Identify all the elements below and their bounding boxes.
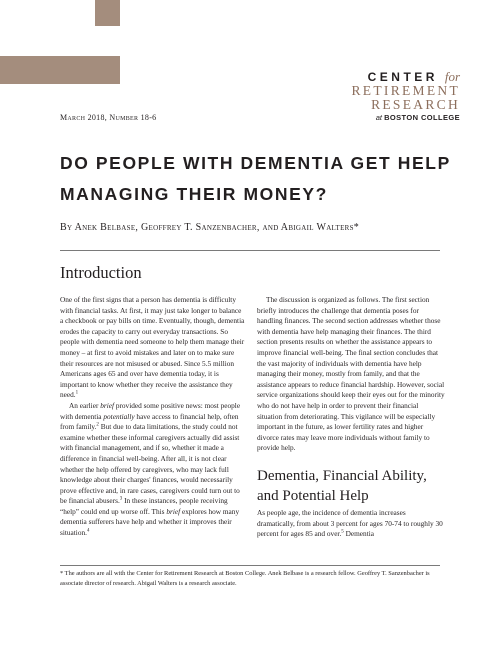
crr-logo: [320, 70, 460, 123]
decorative-bar: [0, 56, 120, 84]
paragraph: An earlier brief provided some positive news: most people with dementia potentially have access to financial help, often from family.$^2$ But due to data limitations, the study could not examine whether these informal caregivers actually did assist with financial management, and if so, whether it made a difference in financial well-being. After all, it is not clear whether the help offered by caregivers, who may lack full knowledge about their charges' finances, would necessarily prove effective and, in rare cases, caregivers could turn out to be financial abusers.$^3$ In these instances, people receiving “help” could end up worse off. This brief explores how many dementia sufferers have help and whether it improves their situation.$^4$: [60, 400, 241, 538]
logo-center: CENTER for: [367, 69, 460, 84]
left-column: [60, 295, 245, 539]
authors: By Anek Belbase, Geoffrey T. Sanzenbacher, and Abigail Walters*: [60, 222, 360, 233]
logo-research: RESEARCH: [371, 97, 460, 112]
page-title: [60, 148, 460, 210]
footnote-divider: [60, 565, 440, 566]
paragraph: The discussion is organized as follows. The first section briefly introduces the challenge that dementia poses for handling finances. The second section addresses whether those with dementia have help managing their finances. The third section presents results on whether the assistance appears to improve financial well-being. The final section concludes that the vast majority of individuals with dementia have help managing their money, mostly from family, and that the assistance appears to reduce financial hardship. However, social service organizations should keep their eyes out for the minority who do not have help in order to prevent their financial situation from deteriorating. This vigilance will be especially important in the future, as lower fertility rates and higher divorce rates may leave more individuals without family to provide help.: [257, 295, 445, 453]
title-line: DO PEOPLE WITH DEMENTIA GET HELP: [60, 153, 451, 173]
divider: [60, 250, 440, 251]
paragraph: As people age, the incidence of dementia increases dramatically, from about 3 percent for ages 70-74 to roughly 30 percent for ages 85 and over.$^5$ Dementia: [257, 508, 443, 539]
paragraph: One of the first signs that a person has dementia is difficulty with financial tasks. At first, it may just take longer to balance a checkbook or pay bills on time. Eventually, though, dementia erodes the capacity to carry out everyday transactions. So people with dementia need someone to help them manage their money – at first to avoid mistakes and later on to make sure their resources are not misused or abused. Since 5.5 million Americans ages 65 and over have dementia today, it is important to know whether they receive the assistance they need.$^1$: [60, 295, 245, 400]
logo-retirement: RETIREMENT: [351, 83, 460, 98]
logo-boston-college: at BOSTON COLLEGE: [375, 113, 460, 122]
footnote: * The authors are all with the Center for Retirement Research at Boston College. Anek Belbase is a research fellow. Geoffrey T. Sanzenbacher is associate director of research. Abigail Walters is a research associate.: [60, 570, 430, 587]
decorative-block-top: [95, 0, 120, 26]
right-column: [257, 295, 445, 454]
section-heading-dementia: Dementia, Financial Ability, and Potential Help: [257, 468, 427, 504]
section-heading-introduction: Introduction: [60, 263, 142, 282]
title-line: MANAGING THEIR MONEY?: [60, 184, 328, 204]
issue-number: March 2018, Number 18-6: [60, 113, 157, 122]
right-column-continued: [257, 508, 445, 540]
